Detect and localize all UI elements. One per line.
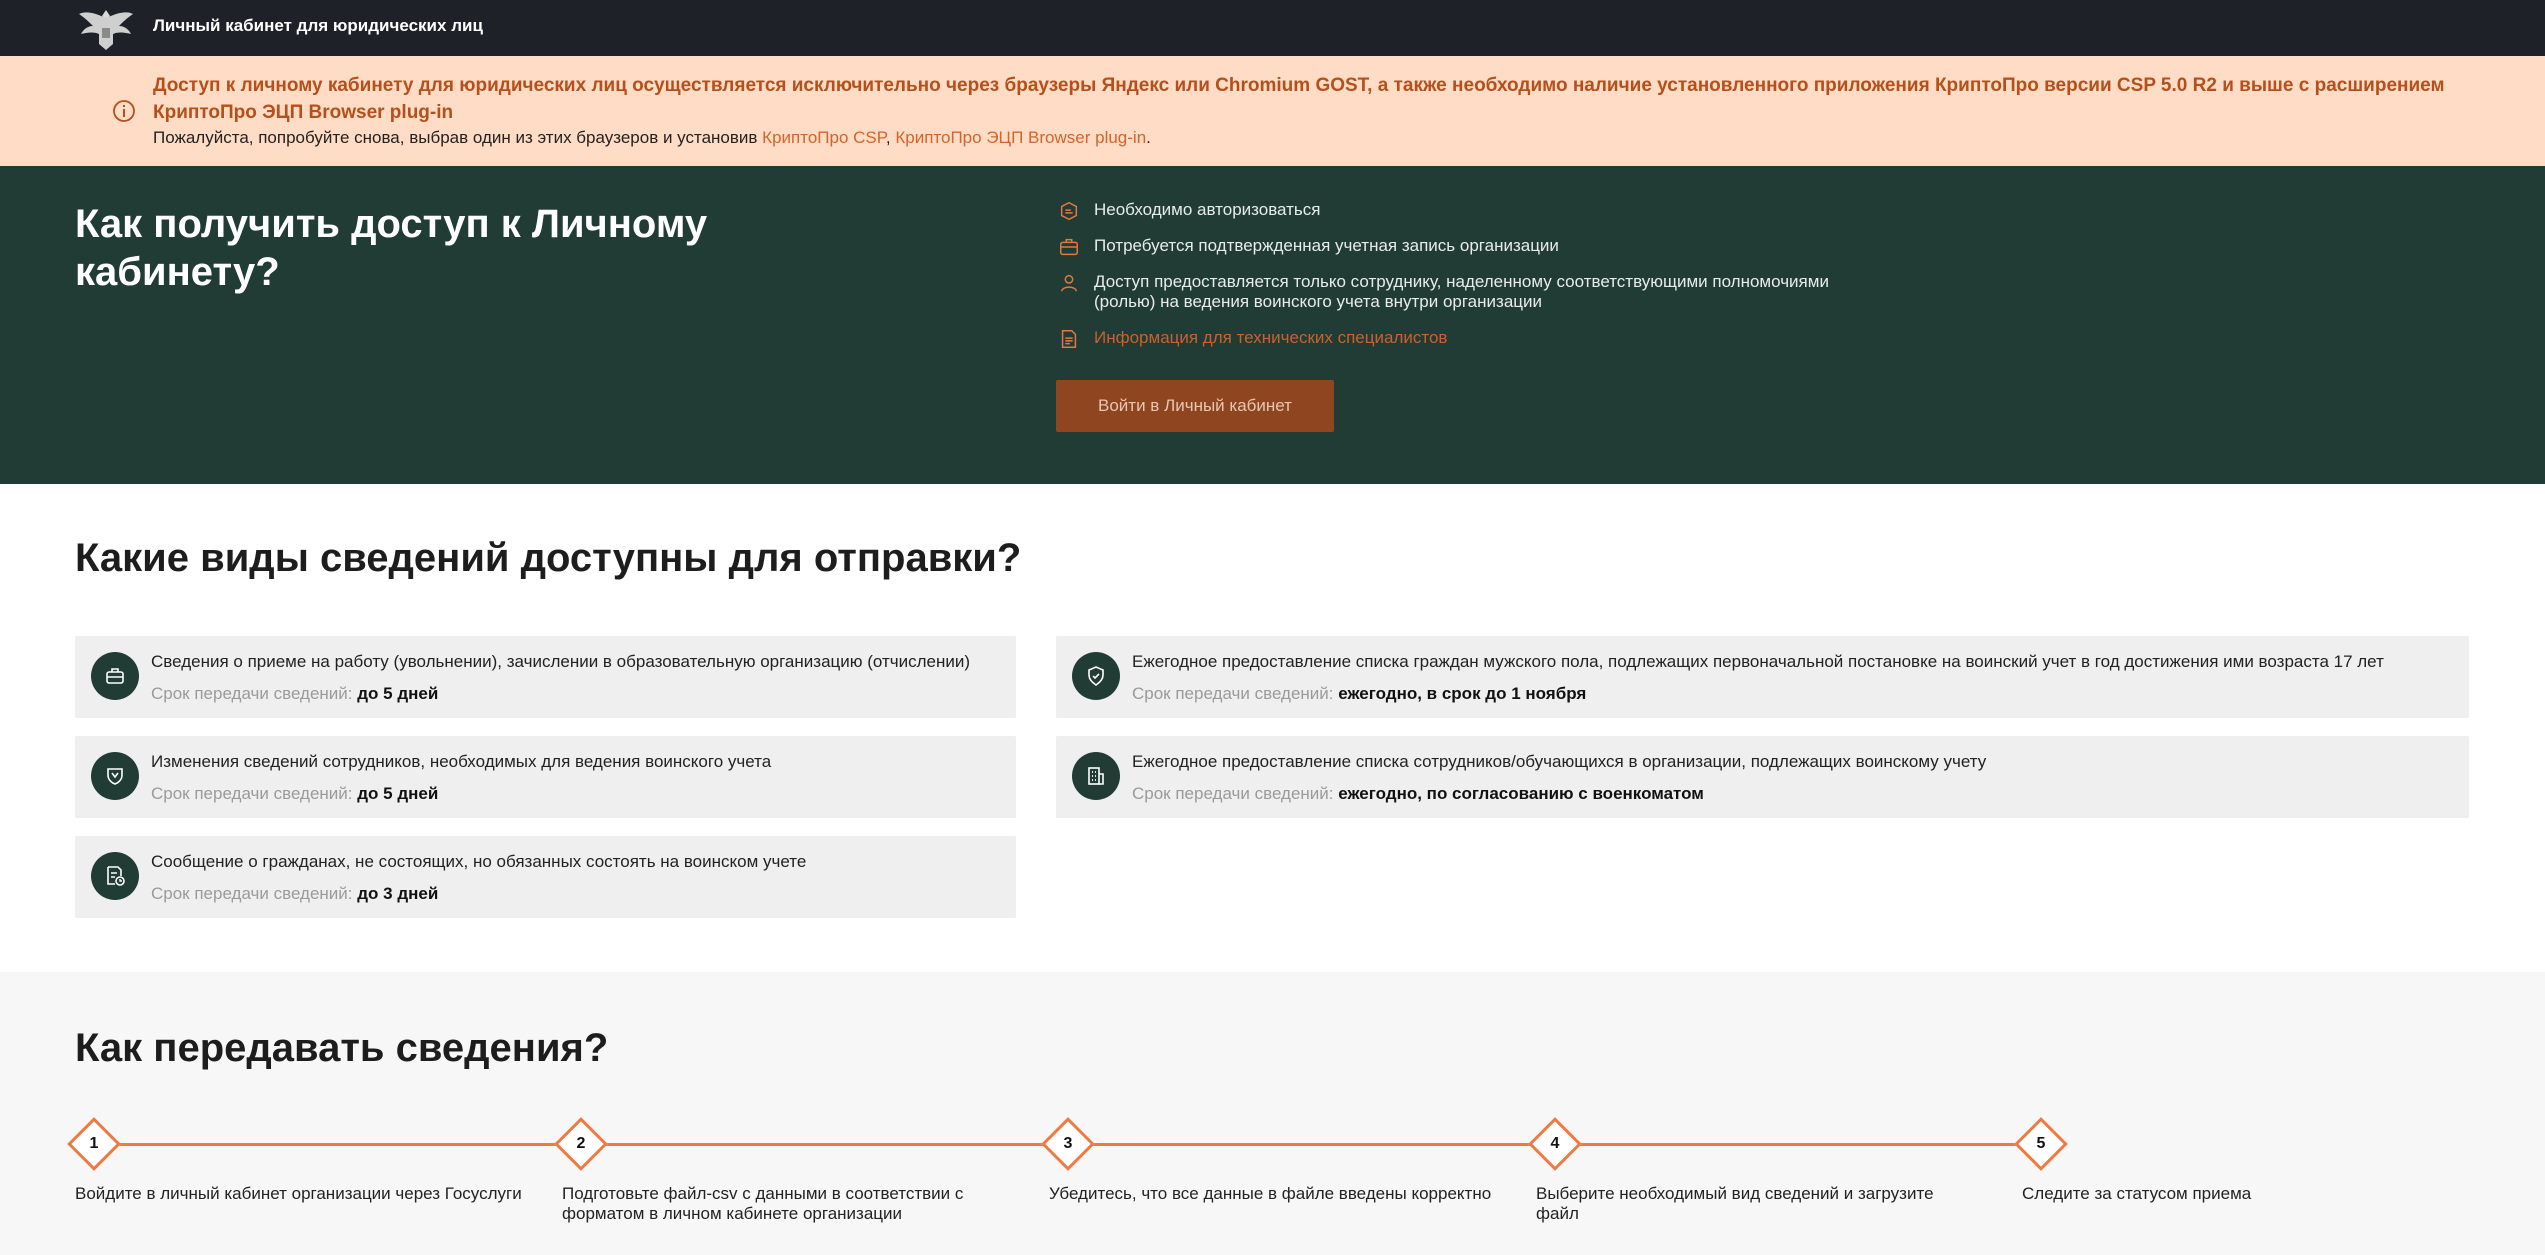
header-title: Личный кабинет для юридических лиц	[153, 16, 483, 35]
warning-sub-text	[153, 128, 1151, 148]
requirement-text: Потребуется подтвержденная учетная запись организации	[1094, 236, 1559, 255]
user-icon	[1058, 272, 1080, 294]
card-icon-wrap	[91, 652, 139, 700]
requirement-employee-role	[1058, 272, 1858, 312]
step-text: Следите за статусом приема	[2022, 1184, 2252, 1203]
shield-icon	[103, 764, 127, 788]
info-type-card[interactable]	[75, 636, 1016, 718]
link-cryptopro-csp[interactable]: КриптоПро CSP	[762, 128, 886, 147]
access-title: Как получить доступ к Личному кабинету?	[75, 202, 708, 294]
document-clock-icon	[103, 864, 127, 888]
requirement-text: Необходимо авторизоваться	[1094, 200, 1321, 219]
card-term	[151, 884, 438, 904]
briefcase-icon	[1058, 236, 1080, 258]
briefcase-icon	[103, 664, 127, 688]
login-button[interactable]: Войти в Личный кабинет	[1056, 380, 1334, 432]
step-number: 5	[2036, 1135, 2046, 1152]
step-text: Убедитесь, что все данные в файле введены корректно	[1049, 1184, 1492, 1203]
card-term-value: до 5 дней	[357, 684, 439, 703]
card-icon-wrap	[1072, 752, 1120, 800]
card-term-value: ежегодно, по согласованию с военкоматом	[1338, 784, 1704, 803]
card-title: Ежегодное предоставление списка сотрудников/обучающихся в организации, подлежащих воинскому учету	[1132, 752, 1987, 771]
info-icon	[112, 99, 136, 123]
card-term	[151, 684, 438, 704]
card-icon-wrap	[1072, 652, 1120, 700]
link-cryptopro-plugin[interactable]: КриптоПро ЭЦП Browser plug-in	[895, 128, 1147, 147]
info-type-card[interactable]	[75, 836, 1016, 918]
warning-sub-prefix: Пожалуйста, попробуйте снова, выбрав один из этих браузеров и установив	[153, 128, 763, 147]
card-term-label: Срок передачи сведений:	[151, 884, 358, 903]
info-type-card[interactable]	[75, 736, 1016, 818]
info-type-card[interactable]	[1056, 636, 2469, 718]
requirement-tech-info-link[interactable]	[1058, 328, 1447, 350]
step-text: Войдите в личный кабинет организации через Госуслуги	[75, 1184, 522, 1203]
requirement-text: Доступ предоставляется только сотруднику, наделенному соответствующими полномочиями (ролью) на ведения воинского учета внутри организации	[1094, 272, 1829, 311]
building-icon	[1084, 764, 1108, 788]
warning-main-text: Доступ к личному кабинету для юридических лиц осуществляется исключительно через браузеры Яндекс или Chromium GOST, а также необходимо наличие установленного приложения КриптоПро версии CSP 5.0 R2 и выше с расширением КриптоПро ЭЦП Browser plug-in	[153, 75, 2445, 123]
card-term-label: Срок передачи сведений:	[1132, 684, 1339, 703]
transfer-section	[0, 972, 2545, 1255]
tech-info-link-text[interactable]: Информация для технических специалистов	[1094, 328, 1448, 347]
step-number: 4	[1550, 1135, 1560, 1152]
document-icon	[1058, 328, 1080, 350]
card-term	[1132, 684, 1586, 704]
card-term-value: до 3 дней	[357, 884, 439, 903]
step-text: Выберите необходимый вид сведений и загрузите файл	[1536, 1184, 1934, 1223]
warning-sub-suffix: .	[1146, 128, 1151, 147]
requirement-authorize	[1058, 200, 1320, 222]
card-term-value: ежегодно, в срок до 1 ноября	[1338, 684, 1587, 703]
card-term-value: до 5 дней	[357, 784, 439, 803]
transfer-title: Как передавать сведения?	[75, 1026, 609, 1070]
card-title: Сообщение о гражданах, не состоящих, но обязанных состоять на воинском учете	[151, 852, 807, 871]
card-title: Ежегодное предоставление списка граждан мужского пола, подлежащих первоначальной постановке на воинский учет в год достижения ими возраста 17 лет	[1132, 652, 2384, 671]
shield-check-icon	[1084, 664, 1108, 688]
step-number: 1	[89, 1135, 99, 1152]
login-icon	[1058, 200, 1080, 222]
top-bar	[0, 0, 2545, 56]
access-section	[0, 166, 2545, 484]
card-term	[151, 784, 438, 804]
card-icon-wrap	[91, 752, 139, 800]
types-title: Какие виды сведений доступны для отправки?	[75, 536, 1022, 580]
step-number: 3	[1063, 1135, 1073, 1152]
warning-sub-comma: ,	[885, 128, 896, 147]
double-headed-eagle-icon[interactable]	[75, 4, 137, 52]
card-term-label: Срок передачи сведений:	[151, 784, 358, 803]
info-type-card[interactable]	[1056, 736, 2469, 818]
step-number: 2	[576, 1135, 586, 1152]
card-icon-wrap	[91, 852, 139, 900]
step-text: Подготовьте файл-csv с данными в соответствии с форматом в личном кабинете организации	[562, 1184, 964, 1223]
requirement-organization-account	[1058, 236, 1559, 258]
card-term	[1132, 784, 1704, 804]
card-title: Изменения сведений сотрудников, необходимых для ведения воинского учета	[151, 752, 772, 771]
card-term-label: Срок передачи сведений:	[1132, 784, 1339, 803]
card-title: Сведения о приеме на работу (увольнении), зачислении в образовательную организацию (отчислении)	[151, 652, 971, 671]
card-term-label: Срок передачи сведений:	[151, 684, 358, 703]
